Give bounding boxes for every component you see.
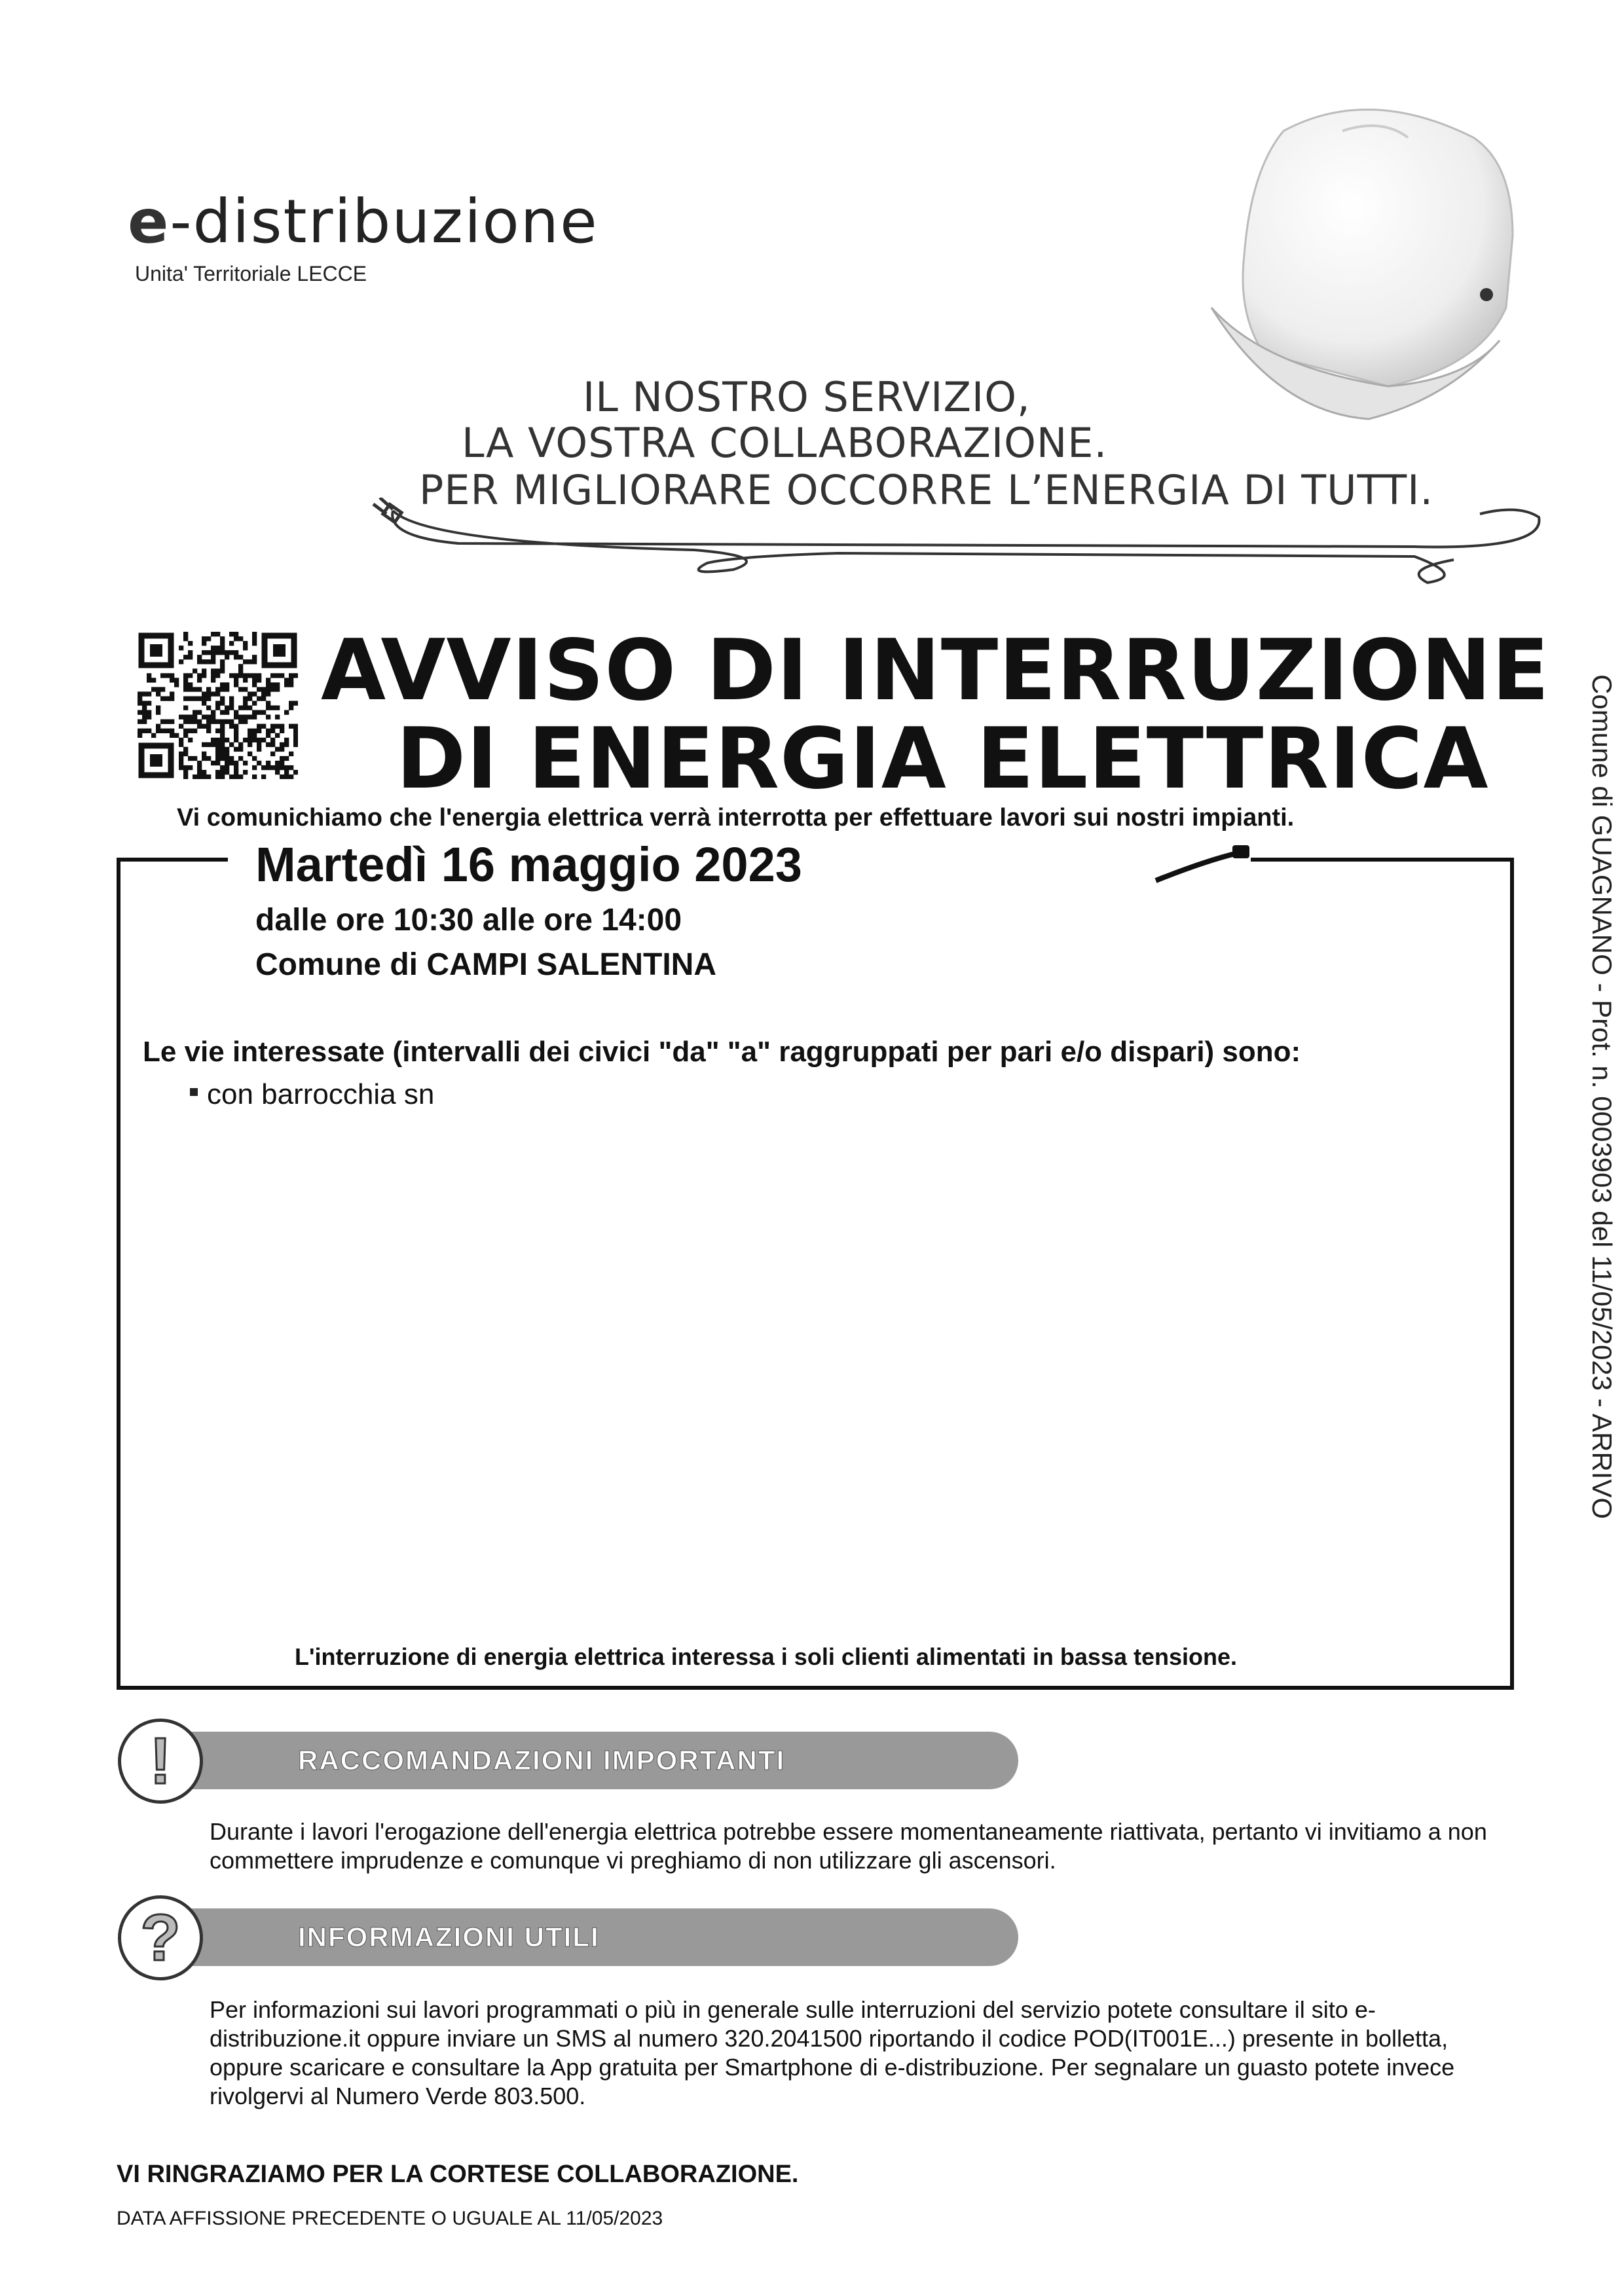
posting-date: DATA AFFISSIONE PRECEDENTE O UGUALE AL 11/05/2023: [117, 2208, 663, 2229]
streets-heading: Le vie interessate (intervalli dei civici "da" "a" raggruppati per pari e/o dispari) sono:: [143, 1036, 1301, 1068]
recommendations-text: Durante i lavori l'erogazione dell'energia elettrica potrebbe essere momentaneamente riattivata, pertanto vi invitiamo a non commettere imprudenze e comunque vi preghiamo di non utilizzare gli ascensori.: [210, 1818, 1487, 1874]
logo-mark: e: [128, 187, 170, 257]
logo-text: -distribuzione: [170, 187, 599, 257]
company-logo: [128, 187, 599, 257]
notice-title-line-1: AVVISO DI INTERRUZIONE: [321, 622, 1550, 720]
bullet-icon: [190, 1088, 198, 1096]
plug-icon: [1153, 841, 1257, 887]
notice-intro: Vi comunichiamo che l'energia elettrica verrà interrotta per effettuare lavori sui nostri impianti.: [177, 804, 1295, 831]
notice-title-line-2: DI ENERGIA ELETTRICA: [396, 710, 1489, 808]
slogan-line-1: IL NOSTRO SERVIZIO,: [583, 373, 1031, 421]
slogan-line-2: LA VOSTRA COLLABORAZIONE.: [462, 419, 1108, 467]
section-header-useful-info: [160, 1908, 1018, 1966]
outage-municipality: Comune di CAMPI SALENTINA: [255, 947, 716, 982]
useful-info-text: Per informazioni sui lavori programmati o più in generale sulle interruzioni del servizio potete consultare il sito e-distribuzione.it oppure inviare un SMS al numero 320.2041500 riportando il codice POD(IT001E...) presente in bolletta, oppure scaricare e consultare la App gratuita per Smartphone di e-distribuzione. Per segnalare un guasto potete invece rivolgervi al Numero Verde 803.500.: [210, 1996, 1455, 2109]
helmet-illustration: [1172, 92, 1539, 458]
territorial-unit: Unita' Territoriale LECCE: [135, 262, 367, 285]
list-item: [190, 1078, 434, 1111]
question-icon: ?: [118, 1895, 203, 1980]
box-border-top-right: [1251, 858, 1510, 862]
outage-hours: dalle ore 10:30 alle ore 14:00: [255, 903, 682, 938]
slogan-line-3: PER MIGLIORARE OCCORRE L’ENERGIA DI TUTTI.: [419, 466, 1434, 514]
low-voltage-note: L'interruzione di energia elettrica interessa i soli clienti alimentati in bassa tensione.: [295, 1643, 1237, 1670]
exclamation-icon: !: [118, 1719, 203, 1804]
plug-cable-decoration: [367, 498, 1559, 596]
protocol-stamp: Comune di GUAGNANO - Prot. n. 0003903 del 11/05/2023 - ARRIVO: [1587, 674, 1617, 1520]
section-header-recommendations: [160, 1732, 1018, 1789]
thanks-line: VI RINGRAZIAMO PER LA CORTESE COLLABORAZIONE.: [117, 2160, 799, 2188]
section-title: RACCOMANDAZIONI IMPORTANTI: [298, 1745, 786, 1776]
qr-code: [138, 632, 298, 779]
outage-date: Martedì 16 maggio 2023: [255, 837, 802, 892]
box-border-top-left: [117, 858, 228, 862]
street-name: con barrocchia sn: [207, 1078, 435, 1110]
section-title: INFORMAZIONI UTILI: [298, 1922, 600, 1952]
